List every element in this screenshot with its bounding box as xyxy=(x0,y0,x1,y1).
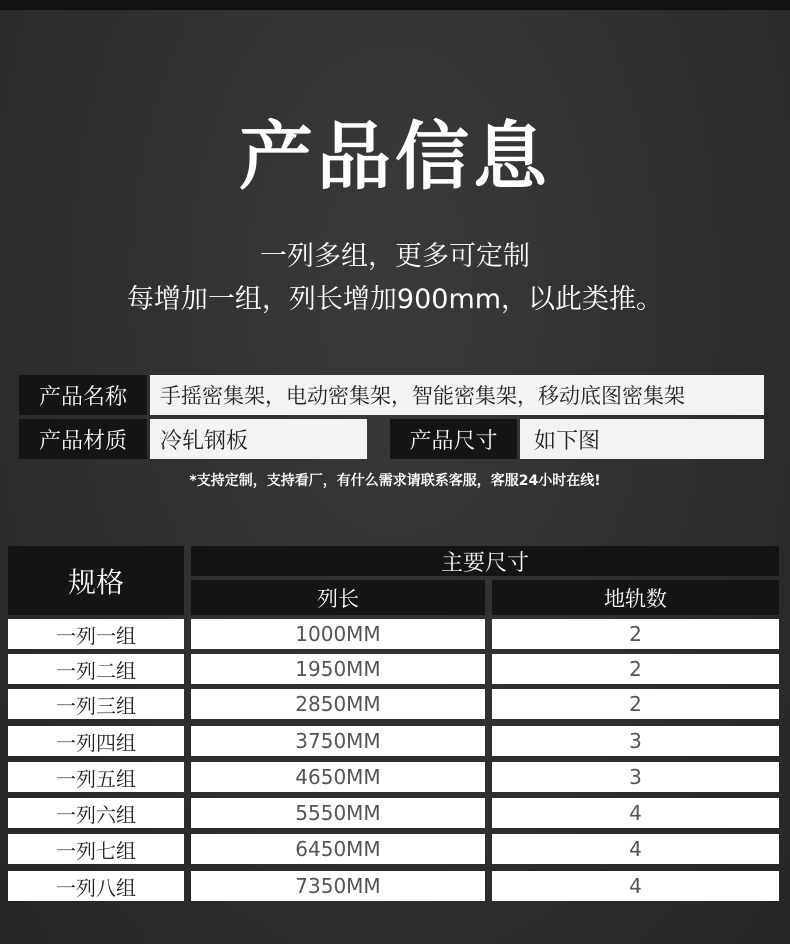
length-header: 列长 xyxy=(191,580,485,615)
table-row-rails: 4 xyxy=(492,798,779,828)
table-row-rails: 3 xyxy=(492,726,779,756)
rails-header: 地轨数 xyxy=(492,580,779,615)
table-row-spec: 一列四组 xyxy=(8,726,184,756)
table-row-length: 6450MM xyxy=(191,834,485,864)
table-row-spec: 一列二组 xyxy=(8,654,184,684)
table-row-rails: 2 xyxy=(492,654,779,684)
product-material-value: 冷轧钢板 xyxy=(150,419,367,459)
table-row-length: 5550MM xyxy=(191,798,485,828)
table-row-rails: 4 xyxy=(492,871,779,901)
main-size-header: 主要尺寸 xyxy=(191,546,779,576)
table-row-spec: 一列八组 xyxy=(8,871,184,901)
table-row-length: 1000MM xyxy=(191,619,485,649)
table-row-spec: 一列七组 xyxy=(8,834,184,864)
table-row-spec: 一列六组 xyxy=(8,798,184,828)
table-row-spec: 一列一组 xyxy=(8,619,184,649)
custom-note: *支持定制，支持看厂，有什么需求请联系客服，客服24小时在线! xyxy=(189,473,601,489)
product-size-label: 产品尺寸 xyxy=(390,419,517,459)
table-row-rails: 2 xyxy=(492,619,779,649)
subtitle-line-2: 每增加一组，列长增加900mm，以此类推。 xyxy=(126,284,664,315)
product-material-label: 产品材质 xyxy=(19,419,147,459)
table-row-length: 4650MM xyxy=(191,762,485,792)
table-row-spec: 一列五组 xyxy=(8,762,184,792)
product-name-label: 产品名称 xyxy=(19,375,147,415)
product-size-value: 如下图 xyxy=(520,419,764,459)
table-row-rails: 3 xyxy=(492,762,779,792)
table-row-length: 7350MM xyxy=(191,871,485,901)
table-row-rails: 4 xyxy=(492,834,779,864)
top-bar xyxy=(0,0,790,10)
table-row-length: 2850MM xyxy=(191,689,485,719)
table-row-length: 3750MM xyxy=(191,726,485,756)
table-row-rails: 2 xyxy=(492,689,779,719)
product-name-value: 手摇密集架，电动密集架，智能密集架，移动底图密集架 xyxy=(150,375,764,415)
spec-header: 规格 xyxy=(8,546,184,615)
page-title: 产品信息 xyxy=(239,114,551,200)
subtitle-line-1: 一列多组，更多可定制 xyxy=(260,241,530,272)
table-row-spec: 一列三组 xyxy=(8,689,184,719)
table-row-length: 1950MM xyxy=(191,654,485,684)
